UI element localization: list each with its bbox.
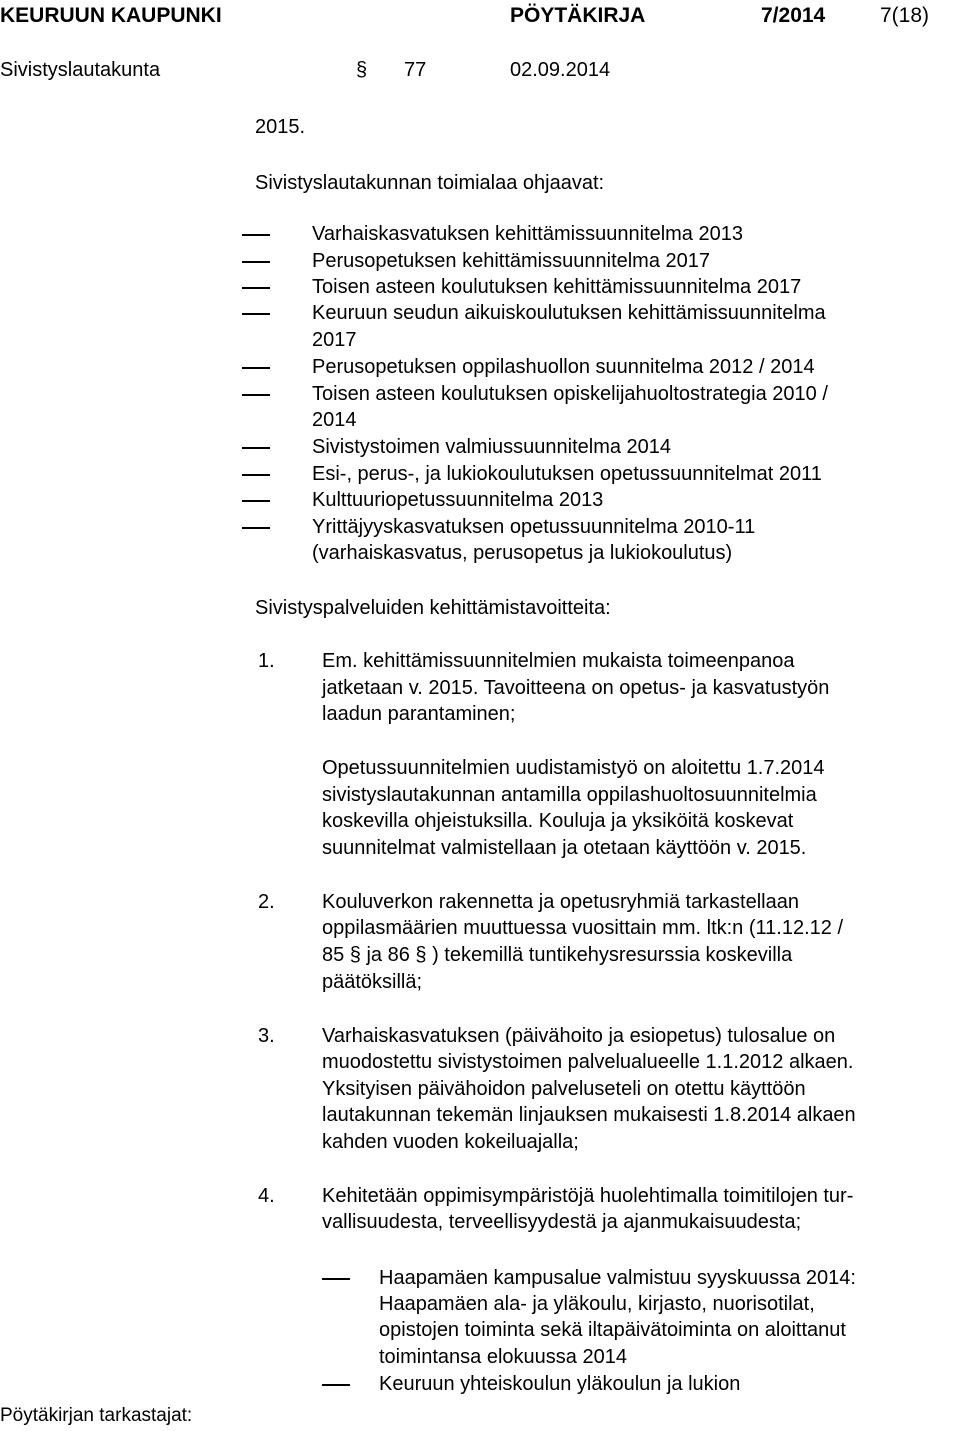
section-symbol: § — [356, 59, 368, 81]
org-name: KEURUUN KAUPUNKI — [0, 4, 222, 27]
goal-text-line: muodostettu sivistystoimen palvelualueelle 1.1.2012 alkaen. — [322, 1051, 854, 1073]
goal-text-line: oppilasmäärien muuttuessa vuosittain mm. ltk:n (11.12.12 / — [322, 917, 843, 939]
goal-text-line: laadun parantaminen; — [322, 703, 516, 725]
dash-bullet-icon — [242, 234, 270, 236]
dash-bullet-icon — [242, 394, 270, 396]
dash-bullet-icon — [242, 261, 270, 263]
goal-number: 2. — [258, 891, 275, 913]
dash-bullet-icon — [242, 447, 270, 449]
goal-text-line: Opetussuunnitelmien uudistamistyö on aloitettu 1.7.2014 — [322, 757, 825, 779]
dash-bullet-icon — [242, 474, 270, 476]
dash-bullet-icon — [242, 527, 270, 529]
list-item-continuation: (varhaiskasvatus, perusopetus ja lukiokoulutus) — [312, 542, 733, 564]
goal-number: 1. — [258, 650, 275, 672]
section-number: 77 — [404, 59, 427, 81]
guide-heading: Sivistyslautakunnan toimialaa ohjaavat: — [255, 172, 605, 194]
list-item-continuation: toimintansa elokuussa 2014 — [379, 1346, 627, 1368]
doc-type: PÖYTÄKIRJA — [510, 4, 646, 27]
dash-bullet-icon — [242, 500, 270, 502]
goal-text-line: 85 § ja 86 § ) tekemillä tuntikehysresurssia koskevilla — [322, 944, 793, 966]
goal-text-line: Kouluverkon rakennetta ja opetusryhmiä tarkastellaan — [322, 891, 799, 913]
dash-bullet-icon — [242, 367, 270, 369]
dash-bullet-icon — [322, 1278, 350, 1280]
page-number: 7(18) — [880, 4, 930, 27]
dash-bullet-icon — [242, 313, 270, 315]
goal-text-line: Em. kehittämissuunnitelmien mukaista toimeenpanoa — [322, 650, 795, 672]
goal-text-line: lautakunnan tekemän linjauksen mukaisesti 1.8.2014 alkaen — [322, 1104, 856, 1126]
goal-text-line: jatketaan v. 2015. Tavoitteena on opetus- ja kasvatustyön — [322, 677, 830, 699]
checkers-label: Pöytäkirjan tarkastajat: — [0, 1405, 193, 1426]
goal-text-line: suunnitelmat valmistellaan ja otetaan käyttöön v. 2015. — [322, 837, 807, 859]
list-item-continuation: 2017 — [312, 329, 357, 351]
meeting-date: 02.09.2014 — [510, 59, 611, 81]
goal-text-line: kahden vuoden kokeiluajalla; — [322, 1131, 579, 1153]
goal-text-line: päätöksillä; — [322, 971, 423, 993]
goal-text-line: sivistyslautakunnan antamilla oppilashuoltosuunnitelmia — [322, 784, 817, 806]
goal-text-line: vallisuudesta, terveellisyydestä ja ajanmukaisuudesta; — [322, 1211, 802, 1233]
doc-number: 7/2014 — [761, 4, 826, 27]
dash-bullet-icon — [242, 287, 270, 289]
goal-number: 3. — [258, 1025, 275, 1047]
goal-text-line: Kehitetään oppimisympäristöjä huolehtimalla toimitilojen tur- — [322, 1185, 854, 1207]
list-item-continuation: Haapamäen ala- ja yläkoulu, kirjasto, nuorisotilat, — [379, 1293, 815, 1315]
board-name: Sivistyslautakunta — [0, 59, 161, 81]
dash-bullet-icon — [322, 1384, 350, 1386]
list-item-continuation: 2014 — [312, 409, 357, 431]
continued-text: 2015. — [255, 116, 306, 138]
goal-text-line: koskevilla ohjeistuksilla. Kouluja ja yksiköitä koskevat — [322, 810, 794, 832]
goal-number: 4. — [258, 1185, 275, 1207]
goal-text-line: Varhaiskasvatuksen (päivähoito ja esiopetus) tulosalue on — [322, 1025, 836, 1047]
list-item-continuation: opistojen toiminta sekä iltapäivätoiminta on aloittanut — [379, 1319, 846, 1341]
goal-text-line: Yksityisen päivähoidon palveluseteli on otettu käyttöön — [322, 1078, 806, 1100]
goals-heading: Sivistyspalveluiden kehittämistavoitteita: — [255, 597, 611, 619]
